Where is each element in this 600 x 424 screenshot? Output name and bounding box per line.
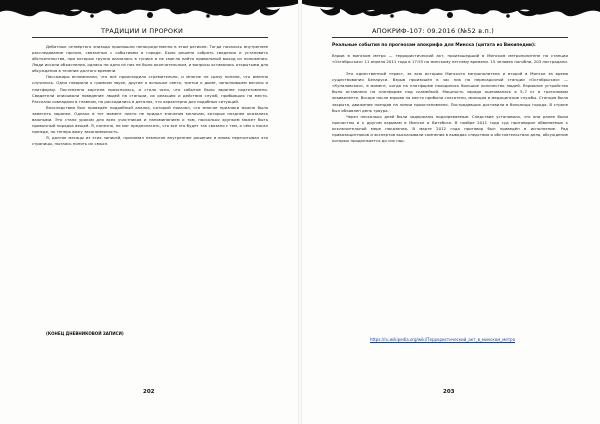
paragraph: Я, долгие месяцы из этих записей, принимал немногое внутреннее решение и вновь перечитывал эти страницы, пытаясь понять их смысл. <box>32 135 268 147</box>
body-text <box>332 53 568 144</box>
paragraph: Через несколько дней были задержаны подозреваемые. Следствие установило, что они ранее были причастны и к другим взрывам в Минске и Витебске. В ноябре 2011 года суд приговорил обвиняемых к исключительной мере наказания. В марте 2012 года приговор был приведён в исполнение. Ряд правозащитников и экспертов высказывали сомнения в выводах следствия и обстоятельствах дела, обсуждение которых продолжается до сих пор. <box>332 113 568 144</box>
page-number: 202 <box>143 389 155 395</box>
paragraph: Пассажиры вспоминали, что всё происходило стремительно, и многие не сразу поняли, что именно случилось. Одни говорили о громком звуке, другие о вспышке света, третьи о дыме, заполнившем вагоны и платформу. Постепенно картина прояснялась, и стало ясно, что событие было заранее подготовлено. Свидетели описывали поведение людей на станции, их реакцию и действия служб, прибывших на место. Рассказы совпадали в главном, но расходились в деталях, что характерно для подобных ситуаций. <box>32 74 268 104</box>
section-subheading: Реальные события по прогнозам апокрифа для Минска (цитата из Википедии): <box>332 43 536 48</box>
paragraph: Взрыв в минском метро — террористический акт, произошедший в Минском метрополитене на станции «Октябрьская» 11 апреля 2011 года в 17:55 по минскому летнему времени. 15 человек погибли, 203 пострадали. <box>332 53 568 65</box>
floral-ornament-icon <box>0 0 300 24</box>
book-gutter <box>298 0 302 424</box>
paragraph: Дебатные четвёртого эпизода произошли непосредственно в этом регионе. Тогда началось внутреннее расследование причин, связанных с событиями в городе. Было решено собрать сведения и установить обстоятельства, при которых группа оказалась в тупике и не смогла найти правильный выход из положения. Люди искали объяснения, однако ни одно из них не было окончательным, и вопросы оставались открытыми для обсуждения в течение долгого времени. <box>32 44 268 74</box>
running-header: ТРАДИЦИИ И ПРОРОКИ <box>101 27 184 35</box>
floral-ornament-icon <box>300 0 600 24</box>
running-header: АПОКРИФ-107: 09.2016 (№52 в.п.) <box>372 27 494 35</box>
body-text <box>32 44 268 147</box>
header-rule <box>332 37 568 38</box>
right-page <box>300 0 600 424</box>
source-link[interactable]: https://ru.wikipedia.org/wiki/Террористический_акт_в_минском_метро <box>370 337 516 342</box>
paragraph: Это единственный теракт, за всю историю Минского метрополитена и второй в Минске за время существования Беларуси. Взрыв произошёл в час пик на пересадочной станции «Октябрьская» — «Купаловская», в момент, когда на платформе находилось большое количество людей. Взрывное устройство было оставлено на платформе под скамейкой. Мощность заряда оценивалась в 5–7 кг в тротиловом эквиваленте. Вскоре после взрыва на место прибыли спасатели, милиция и медицинские службы. Станция была закрыта, движение поездов на линии приостановлено. Пострадавших доставили в больницы города. В стране был объявлен день траура. <box>332 71 568 113</box>
paragraph: Впоследствии был проведён подробный анализ, который показал, что многие признаки можно было заметить заранее. Однако в тот момент никто не придал значения мелочам, которые позднее оказались важными. Это стало уроком для всех участников и напоминанием о том, насколько хрупким может быть привычный порядок вещей. Я, конечно, не мог предполагать, что всё это будет так связано с тем, о чём я писал прежде, но теперь вижу закономерность. <box>32 104 268 135</box>
page-number: 203 <box>443 389 455 395</box>
entry-end-marker: (КОНЕЦ ДНЕВНИКОВОЙ ЗАПИСИ) <box>46 331 124 336</box>
header-rule <box>32 37 268 38</box>
